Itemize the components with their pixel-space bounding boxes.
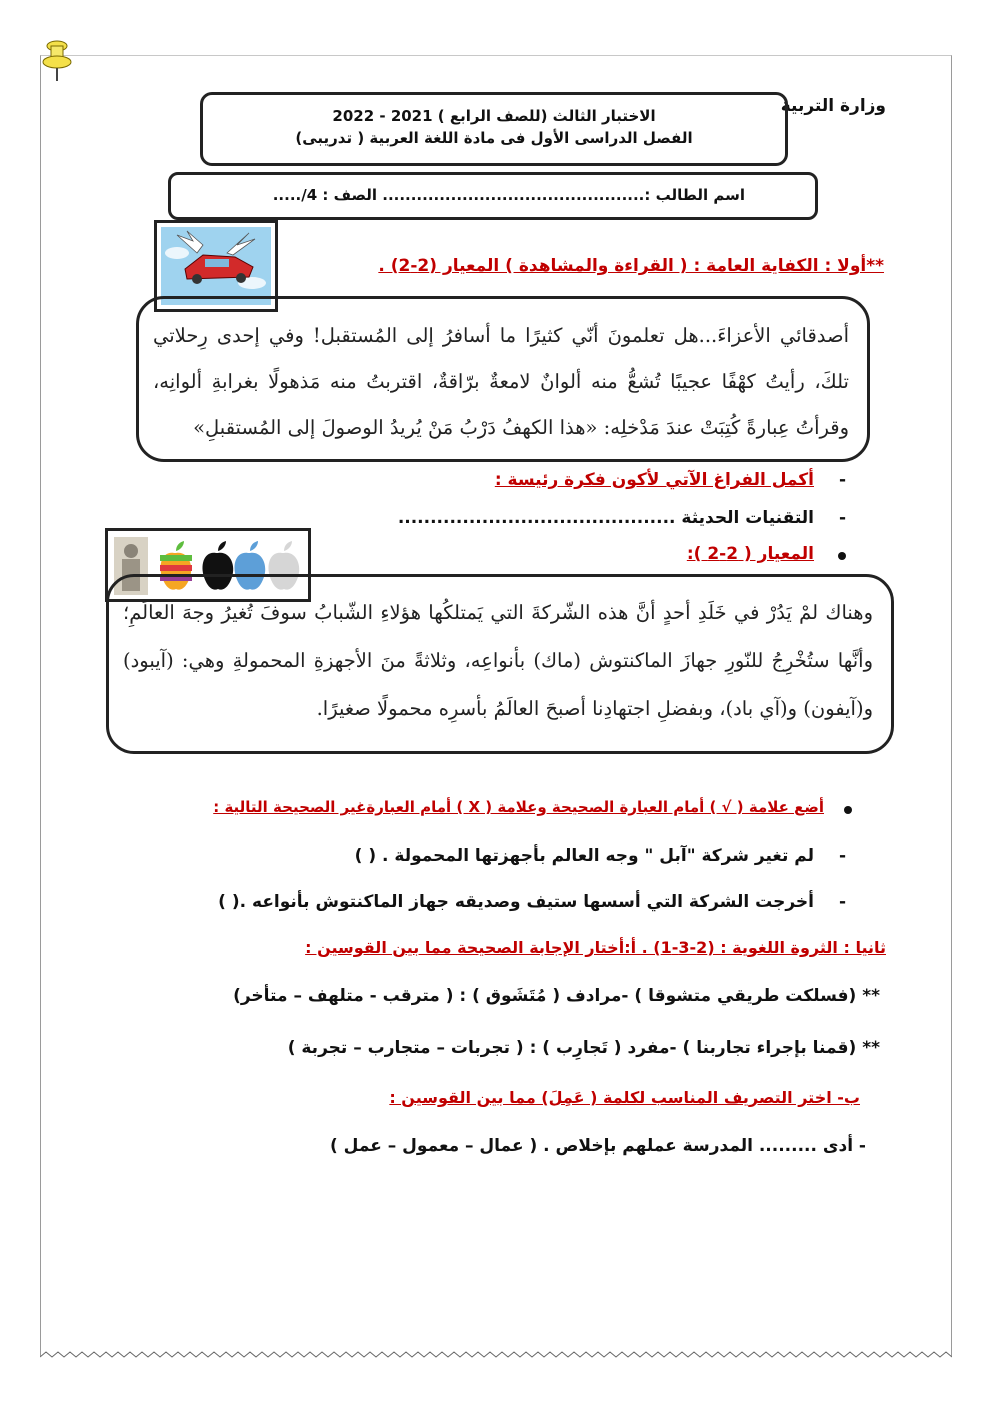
- exam-title-box: [200, 92, 788, 166]
- reading-passage-2: [106, 574, 894, 754]
- instruction-dash-2: -: [838, 508, 846, 528]
- statement-1: لم تغير شركة "آبل " وجه العالم بأجهزتها المحمولة . ( ): [354, 846, 814, 866]
- passage-1-text: أصدقائي الأعزاءَ...هل تعلمونَ أنّي كثيرًا ما أسافرُ إلى المُستقبل! وفي إحدى رِحلاتي تلكَ، رأيتُ كهْفًا عجيبًا تُشعُّ منه ألوانٌ لامعةٌ برّاقةٌ، اقتربتُ منه مَذهولًا بغرابةِ ألوانِه، وقرأتُ عِبارةً كُتِبَتْ عندَ مَدْخلِه: «هذا الكهفُ دَرْبُ مَنْ يُريدُ الوصولَ إلى المُستقبلِ»: [153, 324, 849, 439]
- passage-2-text: وهناك لمْ يَدُرْ في خَلَدِ أحدٍ أنَّ هذه الشّركةَ التي يَمتلكُها هؤلاءِ الشّبابُ سوفَ تُغيرُ وجهَ العالَمِ؛ وأنَّها ستُخْرِجُ للنّورِ جهازَ الماكنتوش (ماك) بأنواعِه، وثلاثةً منَ الأجهزةِ المحمولةِ وهي: (آيبود) و(آيفون) و(آي باد)، وبفضلِ اجتهادِنا أصبحَ العالَمُ بأسرِه محمولًا صغيرًا.: [123, 601, 873, 720]
- reading-passage-1: [136, 296, 870, 462]
- bullet-icon: [838, 552, 846, 560]
- ministry-label: وزارة التربية: [780, 96, 886, 116]
- vocab-question-1: ** (فسلكت طريقي متشوقا ) -مرادف ( مُتَشَوق ) : ( مترقب - متلهف – متأخر): [233, 986, 880, 1006]
- push-pin-icon: [40, 38, 74, 82]
- standard-label: المعيار ( 2-2 ):: [686, 544, 814, 564]
- statement-2: أخرجت الشركة التي أسسها ستيف وصديقه جهاز الماكنتوش بأنواعه .( ): [218, 892, 814, 912]
- statement-dash-1: -: [838, 846, 846, 866]
- section1-heading: **أولا : الكفاية العامة : ( القراءة والمشاهدة ) المعيار (2-2) .: [378, 256, 884, 276]
- exam-title-line1: الاختبار الثالث (للصف الرابع ) 2021 - 2022: [332, 107, 656, 125]
- student-info-box: [168, 172, 818, 220]
- instruction-fill-blank: أكمل الفراغ الآتي لأكون فكرة رئيسة :: [494, 470, 814, 490]
- bullet-icon: [844, 806, 852, 814]
- section2-heading: ثانيا : الثروة اللغوية : (2-3-1) . أ:أختار الإجابة الصحيحة مما بين القوسين :: [305, 938, 886, 957]
- wavy-bottom-border: [40, 1350, 952, 1364]
- vocab-question-2: ** (قمنا بإجراء تجاربنا ) -مفرد ( تَجارِب ) : ( تجربات – متجارب – تجربة ): [287, 1038, 880, 1058]
- answer-prompt: التقنيات الحديثة ...........................................: [397, 508, 814, 528]
- student-info-line: اسم الطالب :.............................................. الصف : 4/.....: [272, 186, 745, 204]
- statement-dash-2: -: [838, 892, 846, 912]
- part-b-heading: ب- اختر التصريف المناسب لكلمة ( عَمِلَ) مما بين القوسين :: [389, 1088, 860, 1107]
- conjugation-question: - أدى ......... المدرسة عملهم بإخلاص . ( عمال – معمول – عمل ): [329, 1136, 866, 1156]
- exam-title-line2: الفصل الدراسى الأول فى مادة اللغة العربية ( تدريبى): [295, 129, 693, 147]
- true-false-instruction: أضع علامة ( √ ) أمام العبارة الصحيحة وعلامة ( X ) أمام العبارةغير الصحيحة التالية :: [213, 798, 824, 816]
- instruction-dash-1: -: [838, 470, 846, 490]
